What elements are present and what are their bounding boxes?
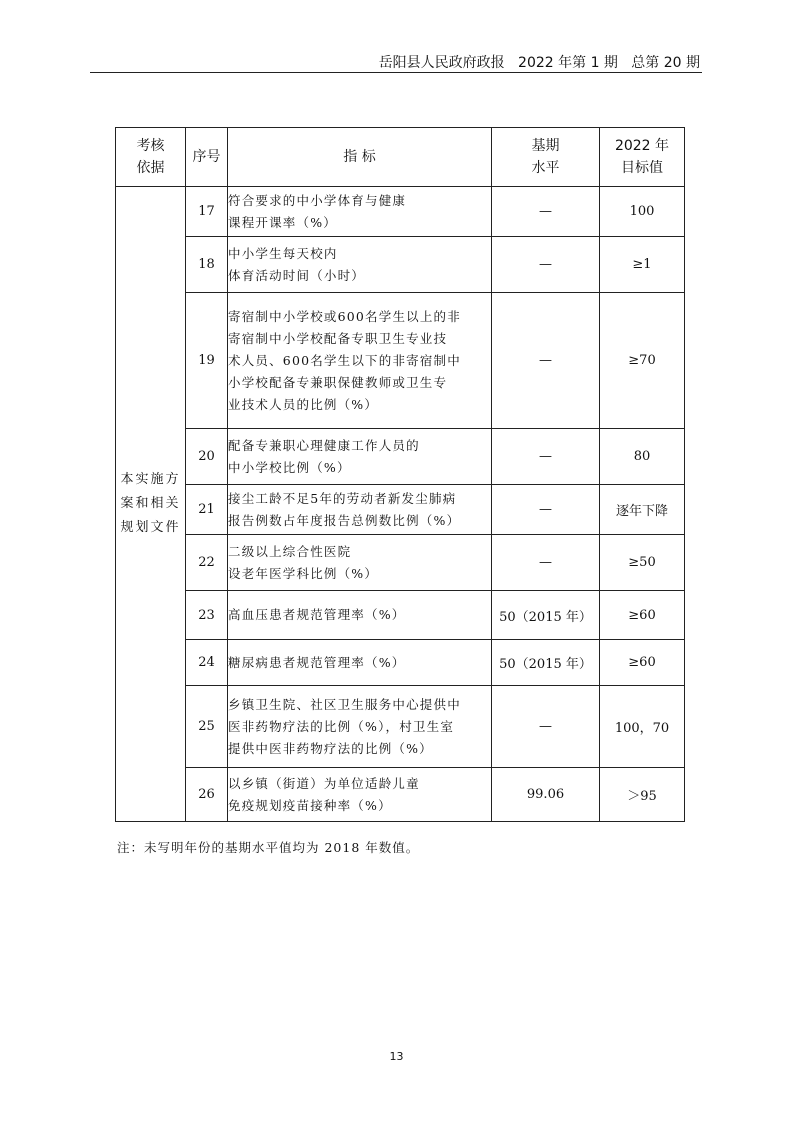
table-row — [116, 768, 685, 822]
target-cell: ≥60 — [600, 640, 685, 686]
table-row — [116, 237, 685, 293]
basis-line: 案和相关 — [120, 496, 181, 511]
indicator-line: 体育活动时间（小时） — [228, 267, 366, 283]
indicator-line: 医非药物疗法的比例（%），村卫生室 — [228, 718, 455, 734]
table-row — [116, 591, 685, 640]
basis-cell — [116, 187, 186, 822]
indicator-line: 配备专兼职心理健康工作人员的 — [228, 437, 420, 453]
indicator-cell — [228, 640, 492, 686]
base-level-cell: — — [492, 535, 600, 591]
indicator-line: 乡镇卫生院、社区卫生服务中心提供中 — [228, 696, 461, 712]
header-rule — [90, 72, 702, 73]
target-cell: ≥70 — [600, 293, 685, 429]
table-row — [116, 640, 685, 686]
indicator-line: 二级以上综合性医院 — [228, 543, 352, 559]
indicator-cell — [228, 535, 492, 591]
indicator-line: 免疫规划疫苗接种率（%） — [228, 797, 392, 813]
target-cell: 100 — [600, 187, 685, 237]
header-line: 基期 — [531, 138, 560, 154]
base-level-cell: — — [492, 485, 600, 535]
row-number-cell: 17 — [186, 187, 228, 237]
base-level-cell: 99.06 — [492, 768, 600, 822]
indicator-cell — [228, 485, 492, 535]
target-cell: ≥60 — [600, 591, 685, 640]
indicator-line: 提供中医非药物疗法的比例（%） — [228, 740, 433, 756]
target-cell: 80 — [600, 429, 685, 485]
table-row — [116, 686, 685, 768]
indicator-cell — [228, 768, 492, 822]
header-row — [116, 128, 685, 187]
header-line: 指 标 — [343, 149, 376, 165]
indicator-cell — [228, 293, 492, 429]
table-note: 注：未写明年份的基期水平值均为 2018 年数值。 — [117, 840, 420, 855]
page-number: 13 — [389, 1050, 404, 1063]
base-level-cell: — — [492, 187, 600, 237]
basis-line: 规划文件 — [120, 520, 181, 535]
indicator-line: 术人员、600名学生以下的非寄宿制中 — [228, 352, 461, 368]
indicator-table — [115, 127, 685, 822]
indicator-line: 小学校配备专兼职保健教师或卫生专 — [228, 374, 448, 390]
row-number-cell: 25 — [186, 686, 228, 768]
basis-line: 本实施方 — [120, 472, 181, 487]
row-number-cell: 19 — [186, 293, 228, 429]
base-level-cell: — — [492, 686, 600, 768]
header-line: 2022 年 — [614, 138, 670, 154]
indicator-line: 设老年医学科比例（%） — [228, 565, 379, 581]
table-row — [116, 293, 685, 429]
indicator-line: 符合要求的中小学体育与健康 — [228, 192, 407, 208]
column-target-header — [600, 128, 685, 187]
indicator-cell — [228, 591, 492, 640]
indicator-line: 接尘工龄不足5年的劳动者新发尘肺病 — [228, 490, 457, 506]
column-number-header — [186, 128, 228, 187]
running-header: 岳阳县人民政府政报 2022 年第 1 期 总第 20 期 — [378, 55, 700, 71]
indicator-cell — [228, 429, 492, 485]
target-cell: ≥1 — [600, 237, 685, 293]
indicator-cell — [228, 686, 492, 768]
base-level-cell: — — [492, 429, 600, 485]
table-row — [116, 485, 685, 535]
indicator-line: 中小学生每天校内 — [228, 245, 338, 261]
header-line: 序号 — [192, 149, 221, 165]
row-number-cell: 24 — [186, 640, 228, 686]
indicator-line: 糖尿病患者规范管理率（%） — [228, 654, 406, 670]
indicator-line: 报告例数占年度报告总例数比例（%） — [228, 512, 461, 528]
table-row — [116, 535, 685, 591]
base-level-cell: 50（2015 年） — [492, 591, 600, 640]
header-line: 考核 — [136, 138, 165, 154]
table-row — [116, 187, 685, 237]
indicator-cell — [228, 187, 492, 237]
indicator-line: 业技术人员的比例（%） — [228, 396, 379, 412]
indicator-line: 寄宿制中小学校配备专职卫生专业技 — [228, 330, 448, 346]
column-indicator-header — [228, 128, 492, 187]
table-header — [116, 128, 685, 187]
target-cell: 100，70 — [600, 686, 685, 768]
indicator-line: 高血压患者规范管理率（%） — [228, 607, 406, 622]
base-level-cell: 50（2015 年） — [492, 640, 600, 686]
header-line: 水平 — [531, 160, 560, 176]
header-line: 目标值 — [621, 160, 663, 176]
table-body — [116, 187, 685, 822]
column-base-level-header — [492, 128, 600, 187]
column-basis-header — [116, 128, 186, 187]
target-cell: ＞95 — [600, 768, 685, 822]
row-number-cell: 21 — [186, 485, 228, 535]
indicator-cell — [228, 237, 492, 293]
row-number-cell: 20 — [186, 429, 228, 485]
header-line: 依据 — [136, 160, 165, 176]
indicator-line: 课程开课率（%） — [228, 214, 337, 230]
indicator-line: 以乡镇（街道）为单位适龄儿童 — [228, 775, 420, 791]
row-number-cell: 26 — [186, 768, 228, 822]
indicator-line: 寄宿制中小学校或600名学生以上的非 — [228, 308, 461, 324]
target-cell: ≥50 — [600, 535, 685, 591]
base-level-cell: — — [492, 237, 600, 293]
base-level-cell: — — [492, 293, 600, 429]
table-row — [116, 429, 685, 485]
target-cell: 逐年下降 — [600, 485, 685, 535]
row-number-cell: 22 — [186, 535, 228, 591]
indicator-line: 中小学校比例（%） — [228, 459, 351, 475]
row-number-cell: 18 — [186, 237, 228, 293]
row-number-cell: 23 — [186, 591, 228, 640]
